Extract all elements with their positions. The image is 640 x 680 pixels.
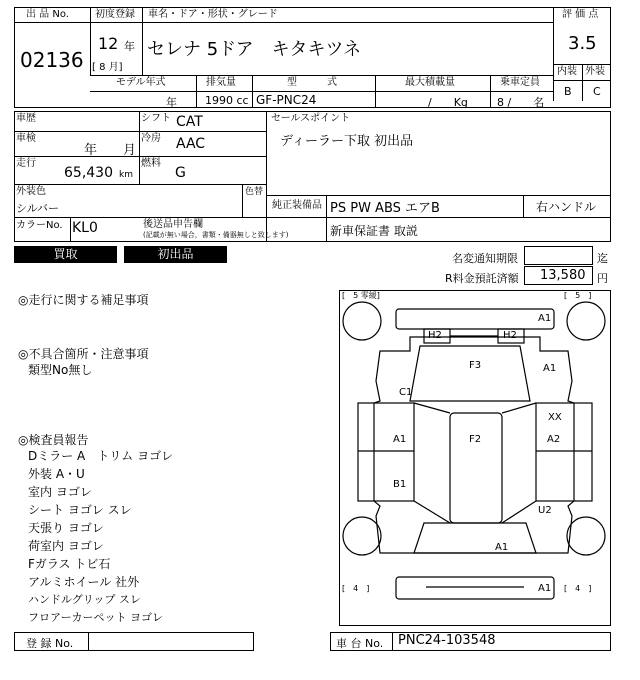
defects-title: ◎不具合箇所・注意事項 (18, 347, 149, 361)
inspector-line: 室内 ヨゴレ (28, 485, 92, 499)
inspection-value: 年 月 (84, 143, 137, 158)
inspector-line: 荷室内 ヨゴレ (28, 539, 104, 553)
reg-no-label: 登 録 No. (26, 637, 74, 650)
score-label: 評 価 点 (562, 9, 599, 20)
tire-label-front-left: [ 4 ] (342, 584, 370, 593)
mark-front-bumper: A1 (538, 583, 552, 594)
mileage-value: 65,430 (64, 165, 113, 181)
mark-hood: A1 (495, 542, 509, 553)
model-year-label: モデル年式 (116, 77, 166, 88)
mileage-label: 走行 (16, 158, 36, 169)
name-change-label: 名変通知期限 (452, 252, 518, 265)
color-no-label: カラーNo. (16, 220, 63, 231)
recycle-value: 13,580 (540, 268, 586, 283)
shift-label: シフト (141, 113, 171, 124)
model-year-unit: 年 (166, 96, 177, 109)
equipment-label: 純正装備品 (272, 200, 322, 211)
after-report-note: (記載が無い場合，書類・備器無しと致します) (143, 231, 289, 239)
ext-color-label: 外装色 (16, 186, 46, 197)
inspection-label: 車検 (16, 133, 36, 144)
interior-grade: B (564, 85, 572, 98)
model-type-value: GF-PNC24 (256, 93, 317, 107)
recolor-label: 色替 (245, 187, 264, 197)
tire-label-rear-left: [ 5 零緩] (342, 291, 380, 300)
mark-rear-hatch: F3 (469, 360, 482, 371)
mark-left-slide-door: B1 (393, 479, 407, 490)
recycle-unit: 円 (597, 272, 608, 285)
ext-color-value: シルバー (16, 202, 59, 215)
name-change-box (524, 246, 593, 265)
mark-left-door: A1 (393, 434, 407, 445)
first-reg-label: 初度登録 (95, 9, 135, 20)
tire-front-right (567, 517, 605, 555)
mark-right-door-xx: XX (548, 412, 562, 423)
warranty-value: 新車保証書 取説 (330, 224, 418, 238)
fuel-value: G (175, 165, 186, 181)
recycle-label: R料金預託済額 (445, 272, 519, 285)
chassis-label: 車 台 No. (336, 637, 384, 650)
name-change-suffix: 迄 (597, 252, 608, 265)
lot-no-label: 出 品 No. (26, 9, 69, 20)
sales-point-label: セールスポイント (271, 113, 351, 124)
rear-bumper (396, 309, 554, 329)
displacement-label: 排気量 (206, 77, 236, 88)
car-name-label: 車名・ドア・形状・グレード (148, 9, 278, 20)
mark-h2-right: H2 (503, 330, 517, 341)
sales-point-value: ディーラー下取 初出品 (280, 134, 414, 149)
ac-label: 冷房 (141, 133, 161, 144)
model-type-label: 型 式 (287, 77, 337, 88)
mark-right-slide-door: U2 (538, 505, 552, 516)
chassis-value: PNC24-103548 (398, 633, 496, 648)
mark-rear-bumper: A1 (538, 313, 552, 324)
mark-h2-left: H2 (428, 330, 442, 341)
inspector-line: 天張り ヨゴレ (28, 521, 104, 535)
color-no-value: KL0 (72, 220, 98, 236)
inspector-line: 外装 A・U (28, 467, 85, 481)
inspector-line: フロアーカーペット ヨゴレ (28, 611, 163, 624)
tire-front-left (343, 517, 381, 555)
interior-label: 内装 (557, 66, 577, 77)
first-reg-year: 12 (98, 34, 119, 53)
mark-right-rear-fender: A1 (543, 363, 557, 374)
capacity-label: 乗車定員 (500, 77, 540, 88)
inspector-title: ◎検査員報告 (18, 433, 89, 447)
shift-value: CAT (176, 114, 203, 130)
tire-label-rear-right: [ 5 ] (564, 291, 592, 300)
right-side-panel (536, 403, 592, 501)
inspector-line: Dミラー A トリム ヨゴレ (28, 449, 174, 463)
history-label: 車歴 (16, 113, 36, 124)
car-diagram-frame (339, 290, 611, 626)
ac-value: AAC (176, 136, 206, 152)
mark-left-rear-fender: C1 (399, 387, 413, 398)
roof (450, 413, 502, 523)
mark-right-door: A2 (547, 434, 561, 445)
exterior-label: 外装 (585, 66, 605, 77)
tire-label-front-right: [ 4 ] (564, 584, 592, 593)
driving-remarks-title: ◎走行に関する補足事項 (18, 293, 149, 307)
inspector-line: ハンドルグリップ スレ (28, 593, 141, 606)
tire-rear-left (343, 302, 381, 340)
buy-badge: 買取 (14, 246, 117, 263)
first-reg-year-unit: 年 (124, 40, 135, 53)
tire-rear-right (567, 302, 605, 340)
defect-line: 類型No無し (28, 363, 93, 377)
car-name: セレナ 5ドア キタキツネ (147, 39, 362, 60)
max-load-value: / Kg (428, 96, 468, 109)
inspector-line: シート ヨゴレ スレ (28, 503, 132, 517)
fuel-label: 燃料 (141, 158, 161, 169)
hood (414, 523, 536, 553)
capacity-value: 8 / 名 (497, 96, 545, 109)
displacement-value: 1990 cc (205, 94, 249, 107)
exterior-grade: C (593, 85, 601, 98)
lot-no-value: 02136 (20, 48, 84, 72)
mileage-unit: km (119, 170, 133, 180)
equipment-value: PS PW ABS エアB (330, 201, 440, 216)
inspector-line: アルミホイール 社外 (28, 575, 140, 589)
score-value: 3.5 (568, 33, 597, 54)
first-listing-badge: 初出品 (124, 246, 227, 263)
car-diagram (340, 291, 610, 625)
first-reg-month: [ 8 月] (92, 62, 123, 73)
front-bumper (396, 577, 554, 599)
steering-value: 右ハンドル (536, 200, 597, 214)
rear-hatch (410, 346, 530, 401)
max-load-label: 最大積載量 (405, 77, 455, 88)
inspector-line: Fガラス トビ石 (28, 557, 111, 571)
mark-roof: F2 (469, 434, 482, 445)
after-report-label: 後送品申告欄 (143, 219, 203, 230)
